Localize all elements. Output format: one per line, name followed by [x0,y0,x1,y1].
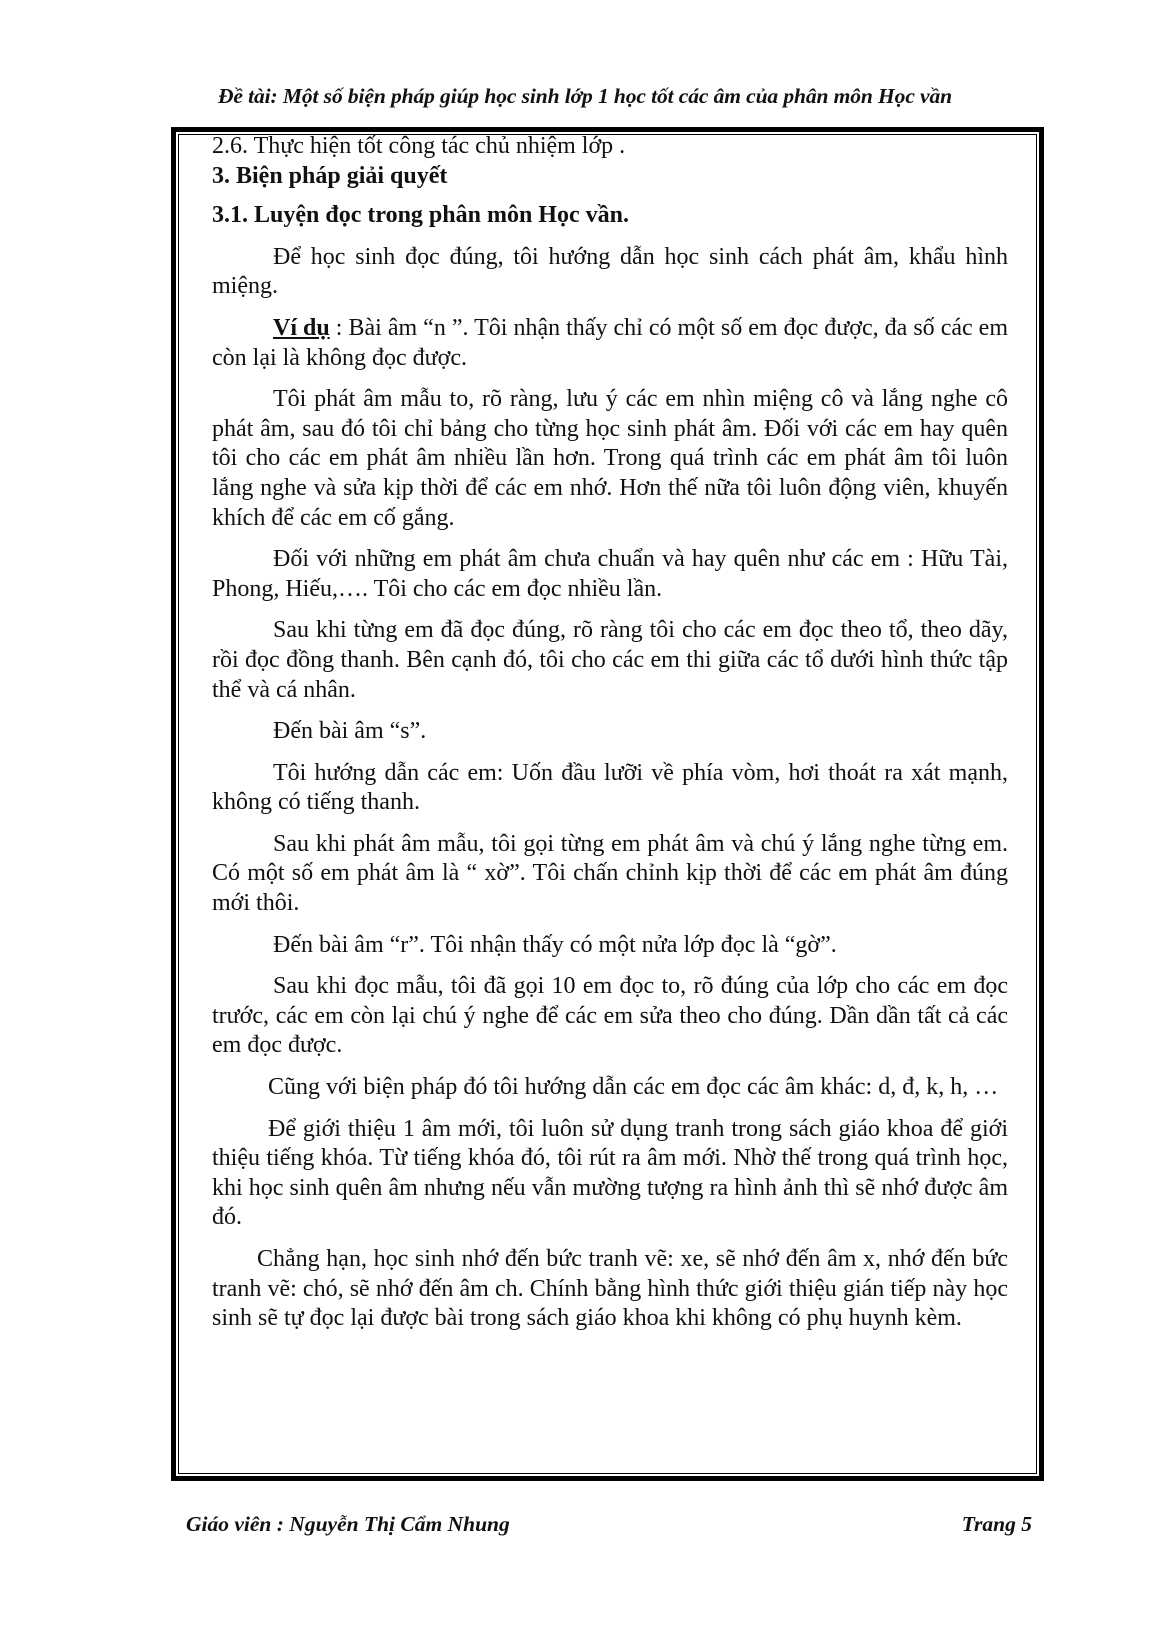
paragraph-1: Để học sinh đọc đúng, tôi hướng dẫn học sinh cách phát âm, khẩu hình miệng. [212,243,1008,300]
footer-author: Giáo viên : Nguyễn Thị Cẩm Nhung [186,1512,510,1536]
paragraph-4: Đối với những em phát âm chưa chuẩn và hay quên như các em : Hữu Tài, Phong, Hiếu,…. Tôi cho các em đọc nhiều lần. [212,546,1008,602]
paragraph-7: Tôi hướng dẫn các em: Uốn đầu lưỡi về phía vòm, hơi thoát ra xát mạnh, không có tiếng thanh. [212,759,1008,816]
page-header-title: Đề tài: Một số biện pháp giúp học sinh lớp 1 học tốt các âm của phân môn Học vần [217,84,952,108]
paragraph-5: Sau khi từng em đã đọc đúng, rõ ràng tôi cho các em đọc theo tổ, theo dãy, rồi đọc đồng thanh. Bên cạnh đó, tôi cho các em thi giữa các tổ dưới hình thức tập thể và cá nhân. [212,617,1008,703]
paragraph-9: Đến bài âm “r”. Tôi nhận thấy có một nửa lớp đọc là “gờ”. [273,931,837,958]
paragraph-2-text: : Bài âm “n ”. Tôi nhận thấy chỉ có một số em đọc được, đa số các em còn lại là không đọc được. [212,314,1008,371]
heading-3-1: 3.1. Luyện đọc trong phân môn Học vần. [212,202,629,229]
page-footer [186,1512,1032,1537]
paragraph-8: Sau khi phát âm mẫu, tôi gọi từng em phát âm và chú ý lắng nghe từng em. Có một số em phát âm là “ xờ”. Tôi chấn chỉnh kịp thời để các em phát âm đúng mới thôi. [212,830,1008,917]
section-2-6: 2.6. Thực hiện tốt công tác chủ nhiệm lớp . [212,133,626,159]
footer-page-number: Trang 5 [961,1512,1032,1536]
example-label: Ví dụ [273,314,330,341]
paragraph-10: Sau khi đọc mẫu, tôi đã gọi 10 em đọc to, rõ đúng của lớp cho các em đọc trước, các em còn lại chú ý nghe để các em sửa theo cho đúng. Dần dần tất cả các em đọc được. [212,973,1008,1059]
paragraph-13: Chẳng hạn, học sinh nhớ đến bức tranh vẽ: xe, sẽ nhớ đến âm x, nhớ đến bức tranh vẽ: chó, sẽ nhớ đến âm ch. Chính bằng hình thức giới thiệu gián tiếp này học sinh sẽ tự đọc lại được bài trong sách giáo khoa khi không có phụ huynh kèm. [212,1246,1008,1332]
paragraph-11: Cũng với biện pháp đó tôi hướng dẫn các em đọc các âm khác: d, đ, k, h, … [268,1074,999,1101]
paragraph-6: Đến bài âm “s”. [273,718,427,745]
paragraph-3: Tôi phát âm mẫu to, rõ ràng, lưu ý các em nhìn miệng cô và lắng nghe cô phát âm, sau đó tôi chỉ bảng cho từng học sinh phát âm. Đối với các em hay quên tôi cho các em phát âm nhiều lần hơn. Trong quá trình các em phát âm tôi luôn lắng nghe và sửa kịp thời để các em nhớ. Hơn thế nữa tôi luôn động viên, khuyến khích để các em cố gắng. [212,386,1008,531]
document-body [212,132,1008,1346]
paragraph-12: Để giới thiệu 1 âm mới, tôi luôn sử dụng tranh trong sách giáo khoa để giới thiệu tiếng khóa. Từ tiếng khóa đó, tôi rút ra âm mới. Nhờ thế trong quá trình học, khi học sinh quên âm nhưng nếu vẫn mường tượng ra hình ảnh thì sẽ nhớ được âm đó. [212,1115,1008,1231]
paragraph-2 [212,314,1008,373]
heading-3: 3. Biện pháp giải quyết [212,162,448,189]
